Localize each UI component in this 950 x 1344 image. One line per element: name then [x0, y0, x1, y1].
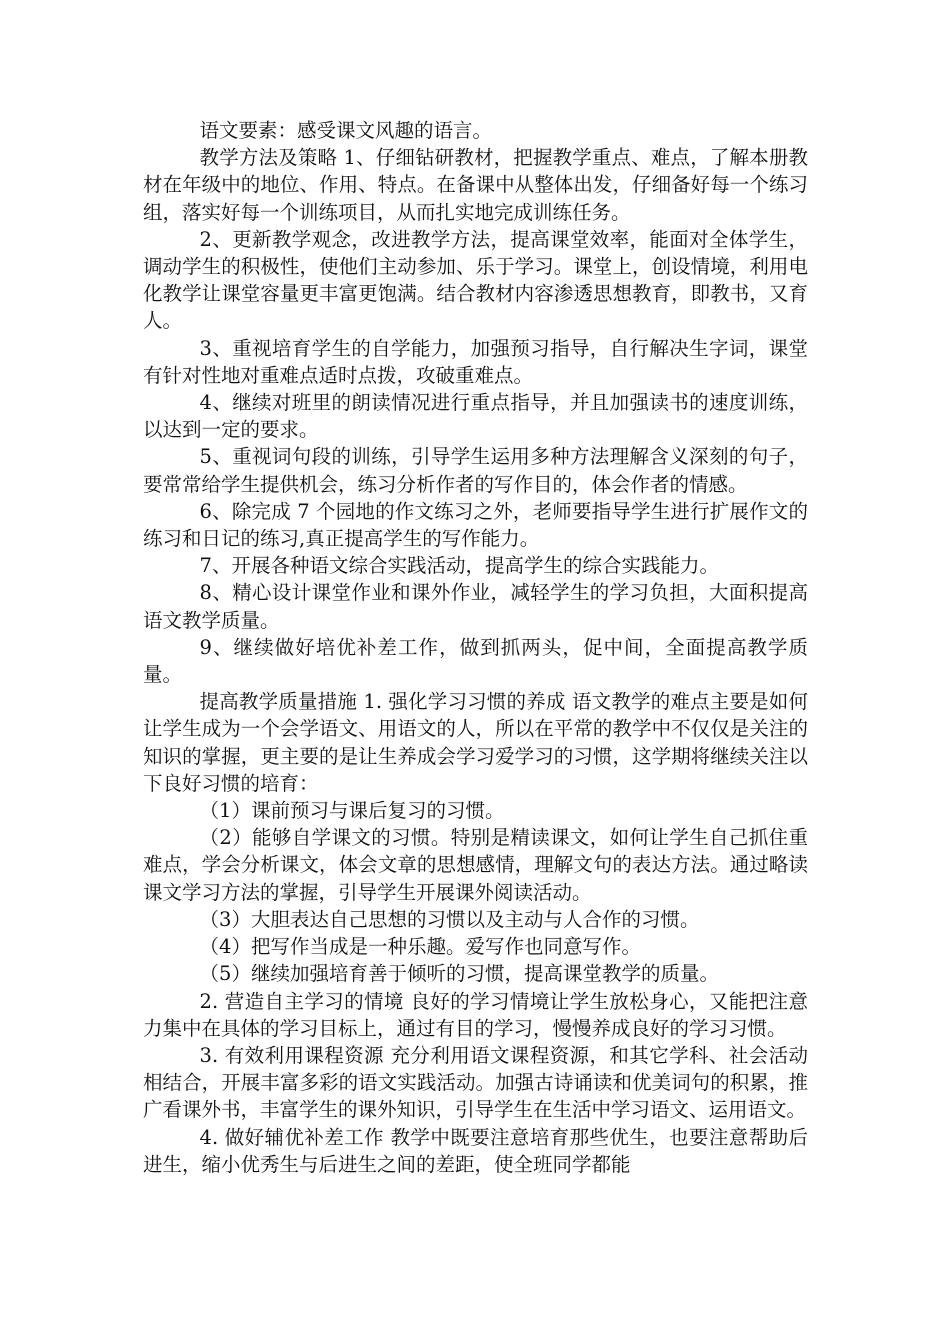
paragraph-teaching-method-9: 9、继续做好培优补差工作，做到抓两头，促中间，全面提高教学质量。: [143, 635, 808, 687]
paragraph-teaching-method-8: 8、精心设计课堂作业和课外作业，减轻学生的学习负担，大面积提高语文教学质量。: [143, 581, 808, 632]
paragraph-teaching-method-2: 2、更新教学观念，改进教学方法，提高课堂效率，能面对全体学生，调动学生的积极性，使他们主动参加、乐于学习。课堂上，创设情境，利用电化教学让课堂容量更丰富更饱满。结合教材内容渗透思想教育，即教书，又育人。: [143, 227, 808, 333]
paragraph-habit-2: （2）能够自学课文的习惯。特别是精读课文，如何让学生自己抓住重难点，学会分析课文，体会文章的思想感情，理解文句的表达方法。通过略读课文学习方法的掌握，引导学生开展课外阅读活动。: [143, 826, 808, 904]
paragraph-teaching-method-6: 6、除完成 7 个园地的作文练习之外，老师要指导学生进行扩展作文的练习和日记的练习,真正提高学生的写作能力。: [143, 499, 808, 551]
paragraph-quality-measure-3: 3. 有效利用课程资源 充分利用语文课程资源，和其它学科、社会活动相结合，开展丰富多彩的语文实践活动。加强古诗诵读和优美词句的积累，推广看课外书，丰富学生的课外知识，引导学生在生活中学习语文、运用语文。: [143, 1043, 808, 1122]
document-body: [143, 117, 808, 1178]
paragraph-habit-1: （1）课前预习与课后复习的习惯。: [199, 799, 505, 823]
paragraph-quality-measure-1: 提高教学质量措施 1. 强化学习习惯的养成 语文教学的难点主要是如何让学生成为一个会学语文、用语文的人，所以在平常的教学中不仅仅是关注的知识的掌握，更主要的是让生养成会学习爱学习的习惯，这学期将继续关注以下良好习惯的培育：: [143, 690, 808, 795]
paragraph-teaching-method-1: 教学方法及策略 1、仔细钻研教材，把握教学重点、难点，了解本册教材在年级中的地位、作用、特点。在备课中从整体出发，仔细备好每一个练习组，落实好每一个训练项目，从而扎实地完成训练任务。: [143, 146, 808, 224]
paragraph-quality-measure-4: 4. 做好辅优补差工作 教学中既要注意培育那些优生，也要注意帮助后进生，缩小优秀生与后进生之间的差距，使全班同学都能: [143, 1125, 808, 1176]
paragraph-habit-3: （3）大胆表达自己思想的习惯以及主动与人合作的习惯。: [199, 907, 700, 931]
paragraph-language-element: 语文要素：感受课文风趣的语言。: [199, 119, 493, 142]
paragraph-teaching-method-7: 7、开展各种语文综合实践活动，提高学生的综合实践能力。: [199, 554, 719, 578]
paragraph-teaching-method-3: 3、重视培育学生的自学能力，加强预习指导，自行解决生字词，课堂有针对性地对重难点适时点拨，攻破重难点。: [143, 336, 808, 387]
paragraph-quality-measure-2: 2. 营造自主学习的情境 良好的学习情境让学生放松身心，又能把注意力集中在具体的学习目标上，通过有目的学习，慢慢养成良好的学习习惯。: [143, 989, 808, 1040]
paragraph-habit-4: （4）把写作当成是一种乐趣。爱写作也同意写作。: [199, 935, 641, 959]
paragraph-teaching-method-5: 5、重视词句段的训练，引导学生运用多种方法理解含义深刻的句子，要常常给学生提供机会，练习分析作者的写作目的，体会作者的情感。: [143, 445, 808, 496]
paragraph-teaching-method-4: 4、继续对班里的朗读情况进行重点指导，并且加强读书的速度训练，以达到一定的要求。: [143, 391, 808, 442]
paragraph-habit-5: （5）继续加强培育善于倾听的习惯，提高课堂教学的质量。: [199, 962, 719, 986]
